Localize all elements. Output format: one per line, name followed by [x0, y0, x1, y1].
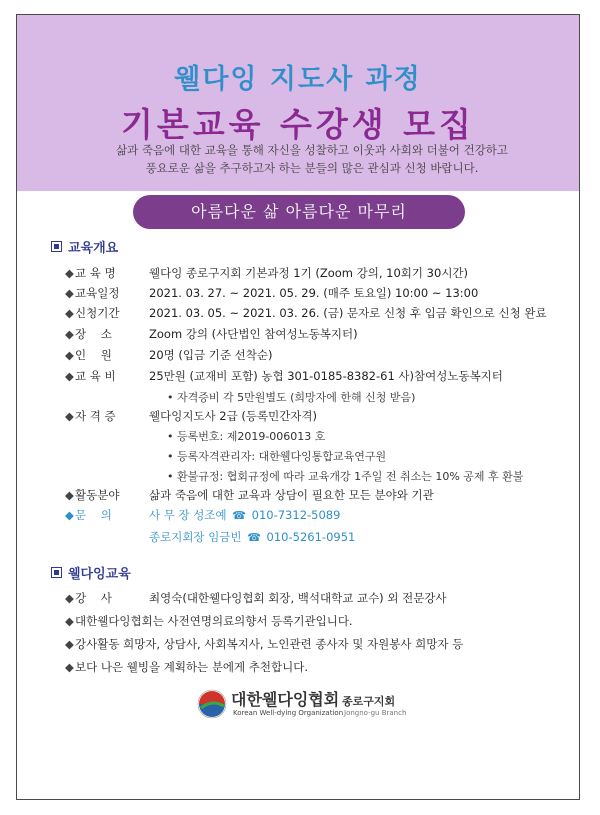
intro-line2: 풍요로운 삶을 추구하고자 하는 분들의 많은 관심과 신청 바랍니다.	[145, 161, 479, 175]
contact-manager: 사 무 장 성조예 ☎ 010-7312-5089	[149, 508, 341, 522]
poster-header	[17, 15, 579, 191]
small-bullet-icon: •	[167, 450, 174, 463]
association-logo	[191, 687, 431, 733]
diamond-bullet-icon: ◆	[65, 637, 74, 651]
diamond-bullet-icon: ◆	[65, 409, 74, 423]
logo-branch-en: Jongno-gu Branch	[344, 709, 407, 717]
small-bullet-icon: •	[167, 470, 174, 483]
logo-org-name: 대한웰다잉협회	[231, 690, 340, 709]
fee-note: • 자격증비 각 5만원별도 (희망자에 한해 신청 받음)	[167, 391, 416, 404]
row-location: ◆장 소 Zoom 강의 (사단법인 참여성노동복지터)	[65, 327, 358, 341]
row-contact: ◆문 의 사 무 장 성조예 ☎ 010-7312-5089	[65, 508, 341, 522]
title-line2: 기본교육 수강생 모집	[121, 105, 475, 144]
diamond-bullet-icon: ◆	[65, 327, 74, 341]
row-schedule: ◆교육일정 2021. 03. 27. ~ 2021. 05. 29. (매주 토요일) 10:00 ~ 13:00	[65, 286, 479, 300]
qualification-note: • 등록번호: 제2019-006013 호	[167, 430, 326, 443]
small-bullet-icon: •	[167, 391, 174, 404]
diamond-bullet-icon: ◆	[65, 306, 74, 320]
row-capacity: ◆인 원 20명 (입금 기준 선착순)	[65, 348, 273, 362]
logo-branch: 종로구지회	[342, 695, 396, 708]
phone-icon: ☎	[247, 531, 261, 544]
intro-line1: 삶과 죽음에 대한 교육을 통해 자신을 성찰하고 이웃과 사회와 더불어 건강하고	[115, 143, 509, 157]
diamond-bullet-icon: ◆	[65, 660, 74, 674]
row-info: ◆보다 나은 웰빙을 계획하는 분에게 추천합니다.	[65, 660, 309, 674]
diamond-bullet-icon: ◆	[65, 508, 74, 522]
association-emblem-icon	[197, 689, 227, 719]
diamond-bullet-icon: ◆	[65, 348, 74, 362]
row-tuition: ◆교 육 비 25만원 (교재비 포함) 농협 301-0185-8382-61 사)참여성노동복지터	[65, 369, 503, 383]
logo-org-name-en: Korean Well-dying Organization	[233, 709, 344, 717]
qualification-note: • 등록자격관리자: 대한웰다잉통합교육연구원	[167, 450, 387, 463]
poster-frame	[16, 14, 580, 800]
row-info: ◆강사활동 희망자, 상담사, 사회복지사, 노인관련 종사자 및 자원봉사 희망자 등	[65, 637, 464, 651]
row-qualification: ◆자 격 증 웰다잉지도사 2급 (등록민간자격)	[65, 409, 318, 423]
row-activity-field: ◆활동분야 삶과 죽음에 대한 교육과 상담이 필요한 모든 분야와 기관	[65, 488, 434, 502]
contact-branch-head: 종로지회장 임금빈 ☎ 010-5261-0951	[149, 530, 356, 544]
phone-icon: ☎	[232, 509, 246, 522]
diamond-bullet-icon: ◆	[65, 614, 74, 628]
diamond-bullet-icon: ◆	[65, 591, 74, 605]
row-instructor: ◆강 사 최영숙(대한웰다잉협회 회장, 백석대학교 교수) 외 전문강사	[65, 591, 447, 605]
section-title-overview: 교육개요	[51, 237, 118, 256]
section-title-welldying: 웰다잉교육	[51, 563, 131, 582]
row-info: ◆대한웰다잉협회는 사전연명의료의향서 등록기관입니다.	[65, 614, 353, 628]
row-course-name: ◆교 육 명 웰다잉 종로구지회 기본과정 1기 (Zoom 강의, 10회기 30시간)	[65, 266, 469, 280]
diamond-bullet-icon: ◆	[65, 488, 74, 502]
diamond-bullet-icon: ◆	[65, 286, 74, 300]
square-bullet-icon	[51, 567, 62, 578]
row-application-period: ◆신청기간 2021. 03. 05. ~ 2021. 03. 26. (금) 문자로 신청 후 입금 확인으로 신청 완료	[65, 306, 547, 320]
qualification-note: • 환불규정: 협회규정에 따라 교육개강 1주일 전 취소는 10% 공제 후 환불	[167, 470, 524, 483]
square-bullet-icon	[51, 241, 62, 252]
intro-text	[77, 141, 547, 177]
diamond-bullet-icon: ◆	[65, 266, 74, 280]
small-bullet-icon: •	[167, 430, 174, 443]
title-line1: 웰다잉 지도사 과정	[174, 64, 422, 95]
diamond-bullet-icon: ◆	[65, 369, 74, 383]
slogan-banner: 아름다운 삶 아름다운 마무리	[133, 195, 465, 229]
